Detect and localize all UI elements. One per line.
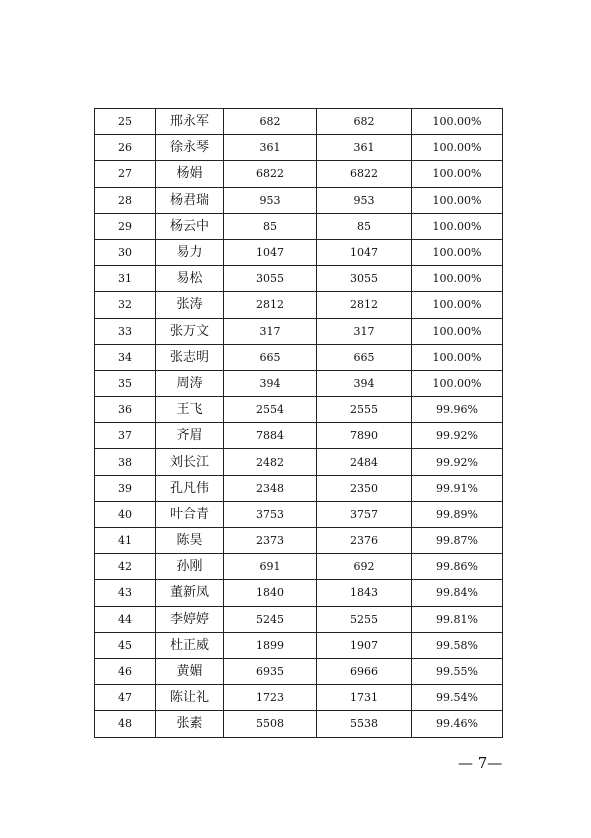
cell-name: 杨娟 (156, 161, 224, 187)
cell-value-b: 6822 (317, 161, 412, 187)
cell-number: 42 (95, 554, 156, 580)
table-row (95, 344, 503, 370)
cell-value-a: 682 (224, 109, 317, 135)
table-row (95, 423, 503, 449)
cell-name: 叶合青 (156, 501, 224, 527)
cell-value-a: 1723 (224, 685, 317, 711)
cell-name: 杨君瑞 (156, 187, 224, 213)
table-row (95, 135, 503, 161)
cell-value-b: 2350 (317, 475, 412, 501)
cell-number: 30 (95, 239, 156, 265)
table-row (95, 528, 503, 554)
cell-value-a: 7884 (224, 423, 317, 449)
cell-percentage: 100.00% (412, 135, 503, 161)
cell-number: 31 (95, 266, 156, 292)
cell-percentage: 99.92% (412, 449, 503, 475)
cell-value-b: 361 (317, 135, 412, 161)
cell-name: 易松 (156, 266, 224, 292)
cell-value-b: 6966 (317, 658, 412, 684)
cell-percentage: 99.58% (412, 632, 503, 658)
table-body (95, 109, 503, 738)
cell-value-a: 6822 (224, 161, 317, 187)
cell-value-b: 2555 (317, 397, 412, 423)
cell-value-b: 665 (317, 344, 412, 370)
cell-number: 35 (95, 370, 156, 396)
cell-percentage: 99.55% (412, 658, 503, 684)
cell-value-a: 2373 (224, 528, 317, 554)
data-table (94, 108, 503, 738)
cell-value-b: 1843 (317, 580, 412, 606)
table-row (95, 370, 503, 396)
cell-percentage: 99.81% (412, 606, 503, 632)
cell-value-a: 361 (224, 135, 317, 161)
cell-value-a: 691 (224, 554, 317, 580)
cell-number: 45 (95, 632, 156, 658)
table-row (95, 685, 503, 711)
cell-value-a: 665 (224, 344, 317, 370)
table-row (95, 397, 503, 423)
cell-value-a: 3753 (224, 501, 317, 527)
table-row (95, 658, 503, 684)
cell-name: 张志明 (156, 344, 224, 370)
table-row (95, 292, 503, 318)
cell-value-b: 85 (317, 213, 412, 239)
cell-value-b: 394 (317, 370, 412, 396)
table-row (95, 109, 503, 135)
cell-percentage: 99.46% (412, 711, 503, 737)
cell-name: 张素 (156, 711, 224, 737)
cell-value-b: 317 (317, 318, 412, 344)
cell-value-b: 2812 (317, 292, 412, 318)
cell-percentage: 100.00% (412, 187, 503, 213)
cell-percentage: 99.54% (412, 685, 503, 711)
table-row (95, 580, 503, 606)
cell-value-a: 1840 (224, 580, 317, 606)
cell-value-a: 6935 (224, 658, 317, 684)
cell-percentage: 100.00% (412, 344, 503, 370)
cell-percentage: 100.00% (412, 266, 503, 292)
cell-percentage: 100.00% (412, 213, 503, 239)
cell-value-a: 2482 (224, 449, 317, 475)
cell-percentage: 100.00% (412, 292, 503, 318)
cell-percentage: 99.96% (412, 397, 503, 423)
cell-name: 刘长江 (156, 449, 224, 475)
cell-name: 徐永琴 (156, 135, 224, 161)
cell-value-a: 5508 (224, 711, 317, 737)
cell-percentage: 99.86% (412, 554, 503, 580)
cell-percentage: 100.00% (412, 239, 503, 265)
cell-value-b: 3055 (317, 266, 412, 292)
table-row (95, 501, 503, 527)
cell-percentage: 100.00% (412, 318, 503, 344)
cell-number: 26 (95, 135, 156, 161)
cell-value-b: 2484 (317, 449, 412, 475)
cell-value-a: 85 (224, 213, 317, 239)
cell-number: 36 (95, 397, 156, 423)
cell-value-a: 2812 (224, 292, 317, 318)
cell-number: 34 (95, 344, 156, 370)
table-row (95, 318, 503, 344)
cell-value-a: 317 (224, 318, 317, 344)
cell-name: 周涛 (156, 370, 224, 396)
table-row (95, 239, 503, 265)
table-row (95, 187, 503, 213)
table-row (95, 711, 503, 737)
cell-name: 陈昊 (156, 528, 224, 554)
cell-name: 杨云中 (156, 213, 224, 239)
cell-value-a: 2348 (224, 475, 317, 501)
cell-name: 孔凡伟 (156, 475, 224, 501)
cell-number: 28 (95, 187, 156, 213)
cell-value-a: 2554 (224, 397, 317, 423)
cell-number: 25 (95, 109, 156, 135)
cell-value-a: 953 (224, 187, 317, 213)
cell-value-b: 953 (317, 187, 412, 213)
cell-percentage: 100.00% (412, 109, 503, 135)
cell-percentage: 100.00% (412, 370, 503, 396)
cell-number: 48 (95, 711, 156, 737)
cell-value-b: 7890 (317, 423, 412, 449)
cell-value-b: 5255 (317, 606, 412, 632)
cell-value-b: 2376 (317, 528, 412, 554)
cell-value-b: 3757 (317, 501, 412, 527)
cell-number: 44 (95, 606, 156, 632)
cell-percentage: 100.00% (412, 161, 503, 187)
cell-percentage: 99.87% (412, 528, 503, 554)
cell-value-b: 1731 (317, 685, 412, 711)
cell-number: 37 (95, 423, 156, 449)
cell-number: 41 (95, 528, 156, 554)
cell-percentage: 99.91% (412, 475, 503, 501)
cell-number: 43 (95, 580, 156, 606)
cell-value-b: 692 (317, 554, 412, 580)
cell-number: 39 (95, 475, 156, 501)
cell-name: 齐眉 (156, 423, 224, 449)
cell-number: 29 (95, 213, 156, 239)
table-row (95, 606, 503, 632)
table-row (95, 475, 503, 501)
table-row (95, 266, 503, 292)
cell-number: 33 (95, 318, 156, 344)
cell-number: 40 (95, 501, 156, 527)
cell-name: 黄媚 (156, 658, 224, 684)
cell-value-a: 394 (224, 370, 317, 396)
table-row (95, 449, 503, 475)
cell-percentage: 99.92% (412, 423, 503, 449)
cell-number: 32 (95, 292, 156, 318)
cell-name: 董新凤 (156, 580, 224, 606)
cell-percentage: 99.84% (412, 580, 503, 606)
cell-number: 46 (95, 658, 156, 684)
cell-value-a: 5245 (224, 606, 317, 632)
cell-value-a: 3055 (224, 266, 317, 292)
cell-name: 邢永军 (156, 109, 224, 135)
table-row (95, 632, 503, 658)
cell-value-b: 1047 (317, 239, 412, 265)
page-number: — 7— (458, 754, 503, 772)
cell-value-a: 1899 (224, 632, 317, 658)
cell-value-a: 1047 (224, 239, 317, 265)
cell-name: 孙刚 (156, 554, 224, 580)
cell-percentage: 99.89% (412, 501, 503, 527)
cell-name: 张万文 (156, 318, 224, 344)
table-row (95, 213, 503, 239)
table-row (95, 161, 503, 187)
cell-number: 47 (95, 685, 156, 711)
cell-name: 李婷婷 (156, 606, 224, 632)
cell-number: 27 (95, 161, 156, 187)
cell-number: 38 (95, 449, 156, 475)
cell-name: 张涛 (156, 292, 224, 318)
cell-name: 杜正威 (156, 632, 224, 658)
cell-value-b: 5538 (317, 711, 412, 737)
cell-name: 陈让礼 (156, 685, 224, 711)
cell-name: 易力 (156, 239, 224, 265)
cell-name: 王飞 (156, 397, 224, 423)
cell-value-b: 682 (317, 109, 412, 135)
table-row (95, 554, 503, 580)
cell-value-b: 1907 (317, 632, 412, 658)
